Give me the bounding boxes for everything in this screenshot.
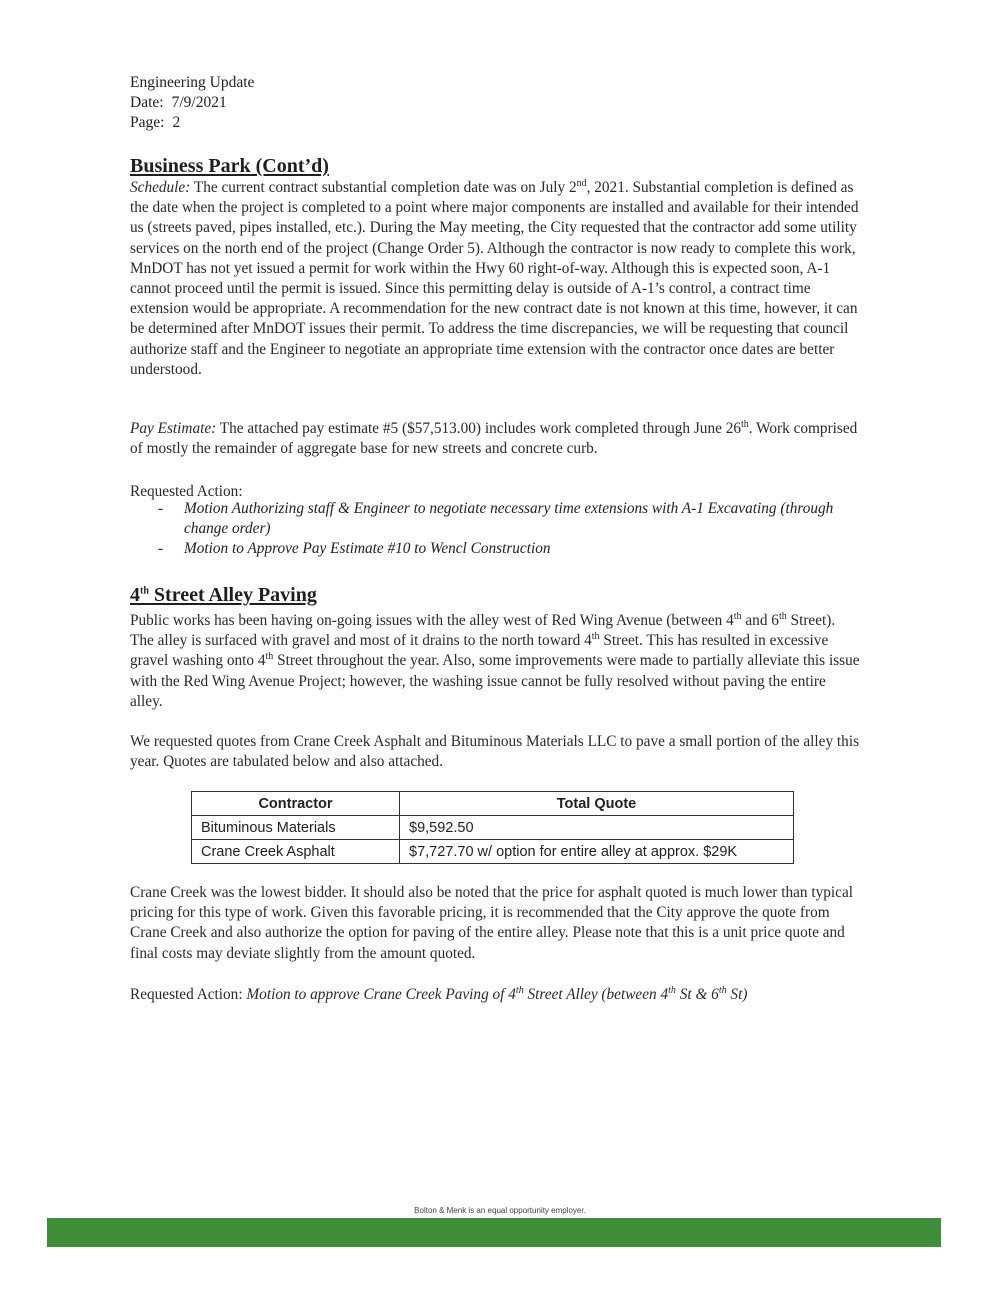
- column-header-contractor: Contractor: [192, 792, 400, 816]
- alley-sup: th: [591, 631, 600, 643]
- pay-estimate-text-2: . Work comprised of mostly the remainder of aggregate base for new streets and concrete curb.: [130, 420, 858, 458]
- alley-action-sup: th: [718, 984, 727, 996]
- business-park-heading: Business Park (Cont’d): [130, 155, 329, 177]
- alley-issue-paragraph: [130, 611, 860, 712]
- alley-sup: th: [778, 610, 787, 622]
- alley-action-part: Motion to approve Crane Creek Paving of 4: [246, 986, 516, 1003]
- alley-action-text: [246, 986, 747, 1003]
- quotes-intro-paragraph: We requested quotes from Crane Creek Asphalt and Bituminous Materials LLC to pave a small portion of the alley this year. Quotes are tabulated below and also attached.: [130, 733, 860, 771]
- alley-action-sup: th: [668, 984, 676, 996]
- pay-estimate-sup: th: [741, 418, 749, 430]
- list-item: - Motion to Approve Pay Estimate #10 to Wencl Construction: [158, 540, 551, 558]
- schedule-sup: nd: [576, 177, 587, 189]
- action-item-text: Motion to Approve Pay Estimate #10 to Wencl Construction: [184, 540, 551, 558]
- schedule-text-1: The current contract substantial completion date was on July 2: [190, 179, 577, 196]
- alley-text: Street throughout the year. Also, some improvements were made to partially alleviate this issue with the Red Wing Avenue Project; however, the washing issue cannot be fully resolved without paving the entire alley.: [130, 652, 860, 710]
- alley-text: and 6: [741, 612, 779, 629]
- pay-estimate-paragraph: [130, 419, 860, 459]
- quote-table: [191, 791, 794, 864]
- list-item: - Motion Authorizing staff & Engineer to negotiate necessary time extensions with A-1 Excavating (through change order): [158, 500, 834, 538]
- page-value: 2: [172, 114, 181, 131]
- header-page-row: [130, 113, 254, 133]
- schedule-text-2: , 2021. Substantial completion is defined as the date when the project is completed to a point where major components are installed and available for their intended us (streets paved, pipes installed, etc.). During the May meeting, the City requested that the contractor add some utility services on the north end of the project (Change Order 5). Although the contractor is now ready to complete this work, MnDOT has not yet issued a permit for work within the Hwy 60 right-of-way. Although this is expected soon, A-1 cannot proceed until the permit is issued. Since this permitting delay is outside of A-1’s control, a contract time extension would be appropriate. A recommendation for the new contract date is not known at this time, however, it can be determined after MnDOT issues their permit. To address the time discrepancies, we will be requesting that council authorize staff and the Engineer to negotiate an appropriate time extension with the contractor once dates are better understood.: [130, 179, 859, 378]
- alley-sup: th: [733, 610, 742, 622]
- schedule-label: Schedule:: [130, 179, 191, 196]
- alley-action-sup: th: [515, 984, 524, 996]
- cell-contractor: Crane Creek Asphalt: [192, 840, 400, 864]
- lowest-bidder-paragraph: Crane Creek was the lowest bidder. It should also be noted that the price for asphalt quoted is much lower than typical pricing for this type of work. Given this favorable pricing, it is recommended that the City approve the quote from Crane Creek and also authorize the option for paving of the entire alley. Please note that this is a unit price quote and final costs may deviate slightly from the amount quoted.: [130, 884, 854, 962]
- document-header: [130, 73, 254, 133]
- alley-text: Street. This has resulted in excessive gravel washing onto 4: [130, 632, 829, 670]
- cell-total-quote: $9,592.50: [400, 816, 794, 840]
- alley-action-part: Street Alley (between 4: [523, 986, 669, 1003]
- action-item-text: Motion Authorizing staff & Engineer to negotiate necessary time extensions with A-1 Excavating (through change order): [184, 500, 834, 538]
- footer-disclaimer: Bolton & Menk is an equal opportunity employer.: [414, 1206, 586, 1215]
- requested-action-label: Requested Action:: [130, 483, 243, 500]
- alley-text: Public works has been having on-going issues with the alley west of Red Wing Avenue (between 4: [130, 612, 734, 629]
- date-label: Date:: [130, 94, 164, 111]
- column-header-total-quote: Total Quote: [400, 792, 794, 816]
- table-row: [192, 816, 794, 840]
- alley-title-rest: Street Alley Paving: [148, 584, 317, 606]
- cell-contractor: Bituminous Materials: [192, 816, 400, 840]
- footer-green-bar: [47, 1218, 941, 1247]
- alley-sup: th: [265, 651, 274, 663]
- header-date-row: [130, 93, 254, 113]
- pay-estimate-text-1: The attached pay estimate #5 ($57,513.00) includes work completed through June 26: [216, 420, 742, 437]
- alley-text: Street). The alley is surfaced with gravel and most of it drains to the north toward 4: [130, 612, 836, 650]
- alley-paving-heading: [130, 584, 317, 607]
- alley-action-label: Requested Action:: [130, 986, 247, 1003]
- schedule-paragraph: [130, 178, 860, 380]
- date-value: 7/9/2021: [171, 94, 227, 111]
- alley-action-part: St & 6: [675, 986, 719, 1003]
- cell-total-quote: $7,727.70 w/ option for entire alley at approx. $29K: [400, 840, 794, 864]
- alley-title-sup: th: [140, 585, 149, 597]
- pay-estimate-label: Pay Estimate:: [130, 420, 217, 437]
- requested-action-list: [130, 499, 860, 560]
- alley-requested-action: [130, 985, 860, 1005]
- header-title: Engineering Update: [130, 74, 255, 91]
- table-header-row: [192, 792, 794, 816]
- table-row: [192, 840, 794, 864]
- alley-title-num: 4: [130, 584, 140, 606]
- page-label: Page:: [130, 114, 165, 131]
- alley-action-part: St): [726, 986, 748, 1003]
